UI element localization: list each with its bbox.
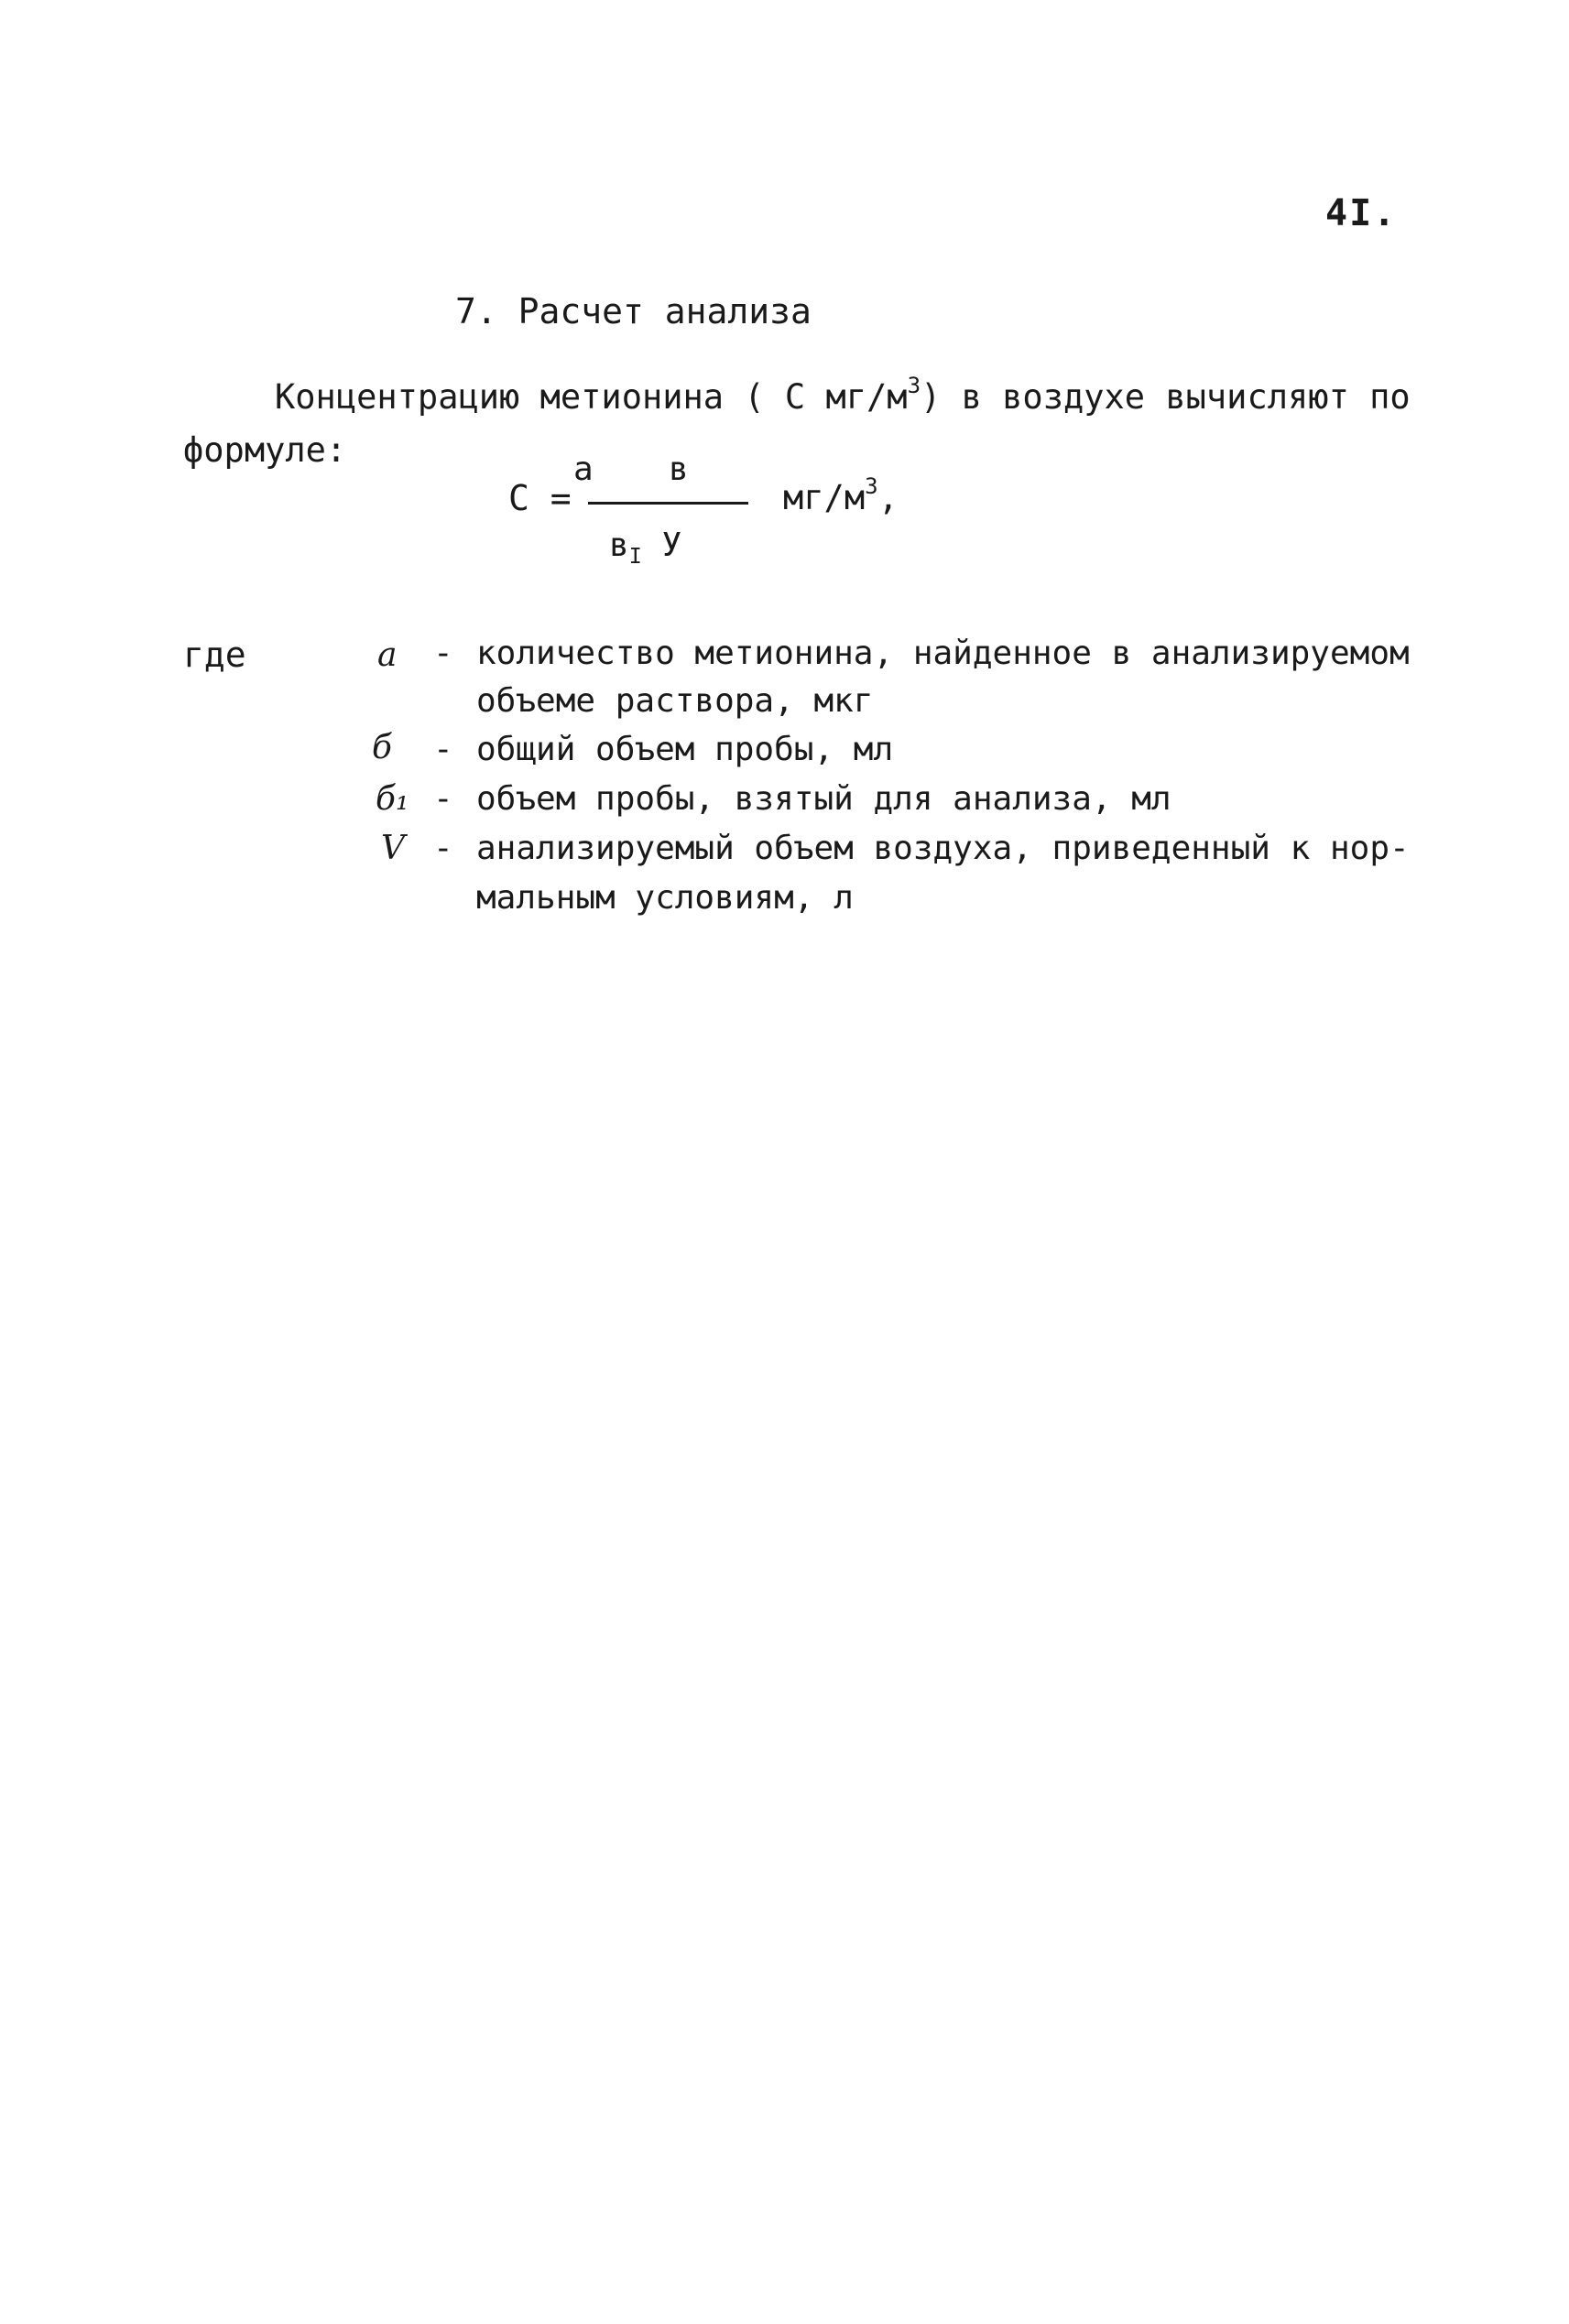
legend-text: общий объем пробы, мл [476,731,894,768]
where-label: где [183,635,246,675]
legend-text: анализируемый объем воздуха, приведенный к нор- [476,830,1410,867]
legend-symbol-b: б [372,729,392,766]
intro-text-before: Концентрацию метионина ( С мг/м [275,377,908,417]
intro-line-2: формуле: [183,430,347,470]
page-number: 4I. [1325,192,1398,234]
formula-denominator [609,527,682,570]
section-title: 7. Расчет анализа [455,291,812,331]
fraction-bar [588,502,748,505]
legend-dash: - [433,635,453,672]
intro-superscript: 3 [907,373,921,399]
legend-text: количество метионина, найденное в анализируемом [476,635,1410,672]
legend-dash: - [433,780,453,818]
legend-text: объеме раствора, мкг [476,682,874,720]
legend-text: объем пробы, взятый для анализа, мл [476,780,1171,818]
formula-numerator-b: в [669,451,689,488]
unit-superscript: 3 [865,473,878,500]
formula-unit [783,473,899,517]
intro-line-1 [275,373,1411,417]
legend-symbol-b1: б₁ [376,780,409,818]
unit-tail: , [877,478,899,517]
legend-dash: - [433,731,453,768]
formula-numerator-a: а [573,451,594,488]
legend-symbol-a: a [377,636,398,674]
legend-dash: - [433,830,453,867]
denominator-base: в [609,527,629,564]
denominator-y: У [661,527,682,564]
denominator-subscript: I [628,543,642,570]
unit-base: мг/м [783,478,866,517]
legend-text: мальным условиям, л [476,879,854,917]
intro-text-after: ) в воздухе вычисляют по [921,377,1411,417]
formula-lhs: С = [508,478,572,518]
legend-symbol-v: V [381,830,405,867]
